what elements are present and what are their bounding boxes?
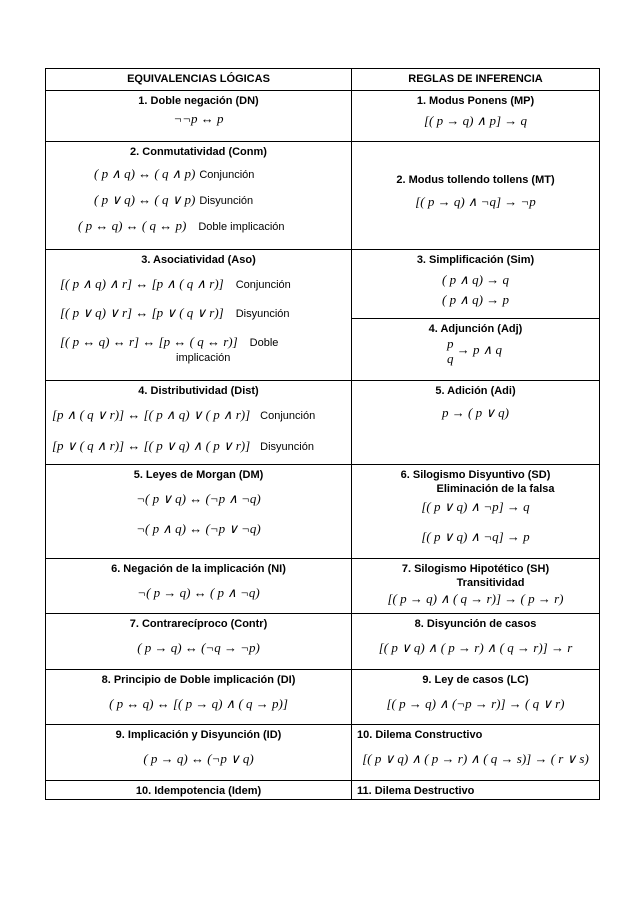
formula-line [46, 294, 351, 323]
formula-note: Doble implicación [198, 221, 285, 233]
logic-table [45, 68, 600, 800]
rule-cell [352, 250, 600, 381]
formula: ¬( p ∨ q) ↔ (¬p ∧ ¬q) [136, 491, 261, 506]
formula: ¬¬p ↔ p [173, 111, 224, 126]
adjuncion-block [352, 319, 599, 366]
rule-cell [352, 725, 600, 781]
adjuncion-formula [352, 336, 599, 366]
formula-line [46, 210, 351, 236]
rule-title: 10. Dilema Constructivo [357, 729, 483, 741]
rule-cell [352, 381, 600, 465]
rule-subtitle: Eliminación de la falsa [436, 483, 555, 495]
formula: ( p ∧ q) → q [442, 272, 509, 287]
adjuncion-result: → p ∧ q [456, 341, 503, 357]
formula: ( p ↔ q) ↔ [( p → q) ∧ ( q → p)] [109, 696, 288, 711]
rule-title: 5. Adición (Adi) [435, 385, 516, 397]
formula-line [46, 267, 351, 294]
table-row [46, 670, 600, 725]
rule-title: 4. Adjunción (Adj) [428, 323, 523, 335]
rule-cell [352, 91, 600, 142]
rule-title: 11. Dilema Destructivo [357, 785, 475, 797]
formula-note: Conjunción [235, 279, 291, 291]
formula-line [46, 425, 351, 456]
table-row [46, 781, 600, 800]
formula: [( p → q) ∧ (¬p → r)] → ( q ∨ r) [386, 696, 565, 711]
equivalence-cell [46, 91, 352, 142]
formula: p → ( p ∨ q) [442, 405, 509, 420]
simplificacion-block [352, 250, 599, 319]
equivalence-title: 3. Asociatividad (Aso) [141, 254, 256, 266]
header-row [46, 69, 600, 91]
header-equivalencias: EQUIVALENCIAS LÓGICAS [46, 69, 352, 91]
equivalence-title: 2. Conmutatividad (Conm) [130, 146, 267, 158]
formula: [( p ∨ q) ∨ r] ↔ [p ∨ ( q ∨ r)] [60, 305, 224, 320]
table-row [46, 250, 600, 381]
rule-title: 2. Modus tollendo tollens (MT) [396, 174, 555, 186]
equivalence-cell [46, 725, 352, 781]
formula: [( p ∨ q) ∧ ¬q] → p [421, 529, 530, 544]
premise-q: q [447, 351, 454, 366]
rule-cell [352, 142, 600, 250]
equivalence-title: 10. Idempotencia (Idem) [135, 785, 262, 797]
formula-line [46, 323, 351, 352]
header-reglas: REGLAS DE INFERENCIA [352, 69, 600, 91]
rule-cell [352, 781, 600, 800]
formula: ¬( p → q) ↔ ( p ∧ ¬q) [137, 585, 260, 600]
rule-cell [352, 614, 600, 670]
formula-note: Conjunción [199, 169, 255, 181]
formula: [( p → q) ∧ p] → q [423, 113, 528, 128]
formula: ( p ∧ q) ↔ ( q ∧ p) [94, 166, 196, 181]
premise-p: p [447, 336, 454, 351]
formula: [p ∧ ( q ∨ r)] ↔ [( p ∧ q) ∨ ( p ∧ r)] [52, 407, 251, 422]
formula: [( p ∨ q) ∧ ( p → r) ∧ ( q → s)] → ( r ∨ s) [362, 751, 589, 766]
equivalence-cell [46, 781, 352, 800]
equivalence-cell [46, 465, 352, 559]
table-row [46, 142, 600, 250]
table-row [46, 614, 600, 670]
table-row [46, 725, 600, 781]
equivalence-title: 1. Doble negación (DN) [138, 95, 259, 107]
formula: [( p ∧ q) ∧ r] ↔ [p ∧ ( q ∧ r)] [60, 276, 224, 291]
formula-line [46, 159, 351, 184]
formula-note: Disyunción [199, 195, 254, 207]
formula-line [46, 398, 351, 425]
rule-cell [352, 465, 600, 559]
rule-subtitle: Transitividad [456, 577, 525, 589]
equivalence-cell [46, 670, 352, 725]
table-row [46, 465, 600, 559]
equivalence-cell [46, 250, 352, 381]
rule-title: 1. Modus Ponens (MP) [416, 95, 535, 107]
table-row [46, 381, 600, 465]
equivalence-cell [46, 142, 352, 250]
table-row [46, 559, 600, 614]
rule-cell [352, 559, 600, 614]
equivalence-title: 7. Contrarecíproco (Contr) [129, 618, 268, 630]
formula: [( p → q) ∧ ¬q] → ¬p [415, 194, 536, 209]
formula: ¬( p ∧ q) ↔ (¬p ∨ ¬q) [136, 521, 261, 536]
formula-note: Disyunción [260, 441, 314, 453]
adjuncion-premises [447, 336, 454, 366]
formula: ( p ∨ q) ↔ ( q ∨ p) [94, 192, 196, 207]
rule-title: 8. Disyunción de casos [414, 618, 537, 630]
rule-title: 7. Silogismo Hipotético (SH) [401, 563, 550, 575]
rule-title: 3. Simplificación (Sim) [416, 254, 535, 266]
equivalence-cell [46, 614, 352, 670]
equivalence-cell [46, 381, 352, 465]
formula-note: Disyunción [235, 308, 290, 320]
equivalence-title: 5. Leyes de Morgan (DM) [133, 469, 264, 481]
formula: [( p ∨ q) ∧ ¬p] → q [421, 499, 530, 514]
formula: ( p ↔ q) ↔ ( q ↔ p) [78, 218, 187, 233]
formula-note: Conjunción [260, 410, 316, 422]
formula: ( p → q) ↔ (¬p ∨ q) [143, 751, 254, 766]
formula-note-continued: implicación [176, 352, 231, 364]
rule-title: 6. Silogismo Disyuntivo (SD) [400, 469, 551, 481]
equivalence-title: 8. Principio de Doble implicación (DI) [101, 674, 296, 686]
formula: [p ∨ ( q ∧ r)] ↔ [( p ∨ q) ∧ ( p ∨ r)] [52, 438, 251, 453]
equivalence-title: 9. Implicación y Disyunción (ID) [115, 729, 282, 741]
table-row [46, 91, 600, 142]
formula: [( p → q) ∧ ( q → r)] → ( p → r) [387, 591, 564, 606]
equivalence-title: 6. Negación de la implicación (NI) [111, 563, 286, 575]
rule-cell [352, 670, 600, 725]
formula: ( p → q) ↔ (¬q → ¬p) [137, 640, 260, 655]
equivalence-cell [46, 559, 352, 614]
formula-note: Doble [249, 337, 279, 349]
formula: ( p ∧ q) → p [442, 292, 509, 307]
formula-line [46, 184, 351, 210]
formula: [( p ↔ q) ↔ r] ↔ [p ↔ ( q ↔ r)] [60, 334, 238, 349]
equivalence-title: 4. Distributividad (Dist) [138, 385, 259, 397]
formula: [( p ∨ q) ∧ ( p → r) ∧ ( q → r)] → r [378, 640, 573, 655]
rule-title: 9. Ley de casos (LC) [422, 674, 529, 686]
